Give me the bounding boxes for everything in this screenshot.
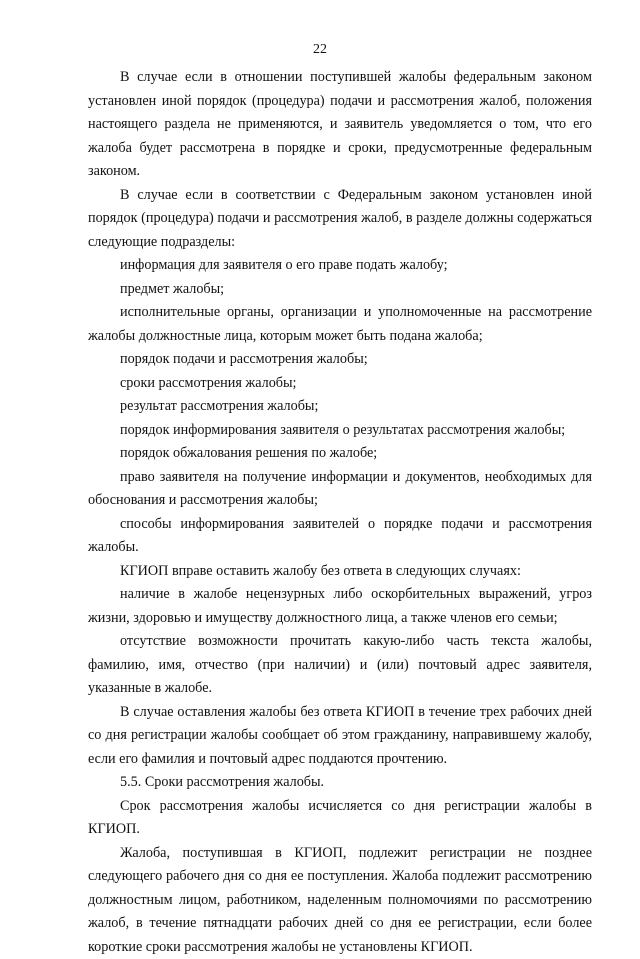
list-item: информация для заявителя о его праве подать жалобу; bbox=[88, 254, 592, 278]
section-heading: 5.5. Сроки рассмотрения жалобы. bbox=[88, 771, 592, 795]
list-item: наличие в жалобе нецензурных либо оскорбительных выражений, угроз жизни, здоровью и имуществу должностного лица, а также членов его семьи; bbox=[88, 583, 592, 630]
list-item: сроки рассмотрения жалобы; bbox=[88, 372, 592, 396]
paragraph-subsections-intro: В случае если в соответствии с Федеральным законом установлен иной порядок (процедура) подачи и рассмотрения жалоб, в разделе должны содержаться следующие подразделы: bbox=[88, 184, 592, 255]
list-item: исполнительные органы, организации и уполномоченные на рассмотрение жалобы должностные лица, которым может быть подана жалоба; bbox=[88, 301, 592, 348]
list-item: порядок подачи и рассмотрения жалобы; bbox=[88, 348, 592, 372]
paragraph-federal-law-procedure: В случае если в отношении поступившей жалобы федеральным законом установлен иной порядок (процедура) подачи и рассмотрения жалоб, положения настоящего раздела не применяются, и заявитель уведомляется о том, что его жалоба будет рассмотрена в порядке и сроки, предусмотренные федеральным законом. bbox=[88, 66, 592, 184]
list-item: порядок обжалования решения по жалобе; bbox=[88, 442, 592, 466]
list-item: способы информирования заявителей о порядке подачи и рассмотрения жалобы. bbox=[88, 513, 592, 560]
list-item: отсутствие возможности прочитать какую-либо часть текста жалобы, фамилию, имя, отчество (при наличии) и (или) почтовый адрес заявителя, указанные в жалобе. bbox=[88, 630, 592, 701]
paragraph-registration-and-review: Жалоба, поступившая в КГИОП, подлежит регистрации не позднее следующего рабочего дня со дня ее поступления. Жалоба подлежит рассмотрению должностным лицом, работником, наделенным полномочиями по рассмотрению жалоб, в течение пятнадцати рабочих дней со дня ее регистрации, если более короткие сроки рассмотрения жалобы не установлены КГИОП. bbox=[88, 842, 592, 959]
list-item: порядок информирования заявителя о результатах рассмотрения жалобы; bbox=[88, 419, 592, 443]
page-number: 22 bbox=[48, 40, 592, 60]
list-item: предмет жалобы; bbox=[88, 278, 592, 302]
list-item: результат рассмотрения жалобы; bbox=[88, 395, 592, 419]
paragraph-term-start: Срок рассмотрения жалобы исчисляется со дня регистрации жалобы в КГИОП. bbox=[88, 795, 592, 842]
paragraph-no-answer-cases: КГИОП вправе оставить жалобу без ответа в следующих случаях: bbox=[88, 560, 592, 584]
list-item: право заявителя на получение информации и документов, необходимых для обоснования и рассмотрения жалобы; bbox=[88, 466, 592, 513]
paragraph-no-answer-notice: В случае оставления жалобы без ответа КГИОП в течение трех рабочих дней со дня регистрации жалобы сообщает об этом гражданину, направившему жалобу, если его фамилия и почтовый адрес поддаются прочтению. bbox=[88, 701, 592, 772]
